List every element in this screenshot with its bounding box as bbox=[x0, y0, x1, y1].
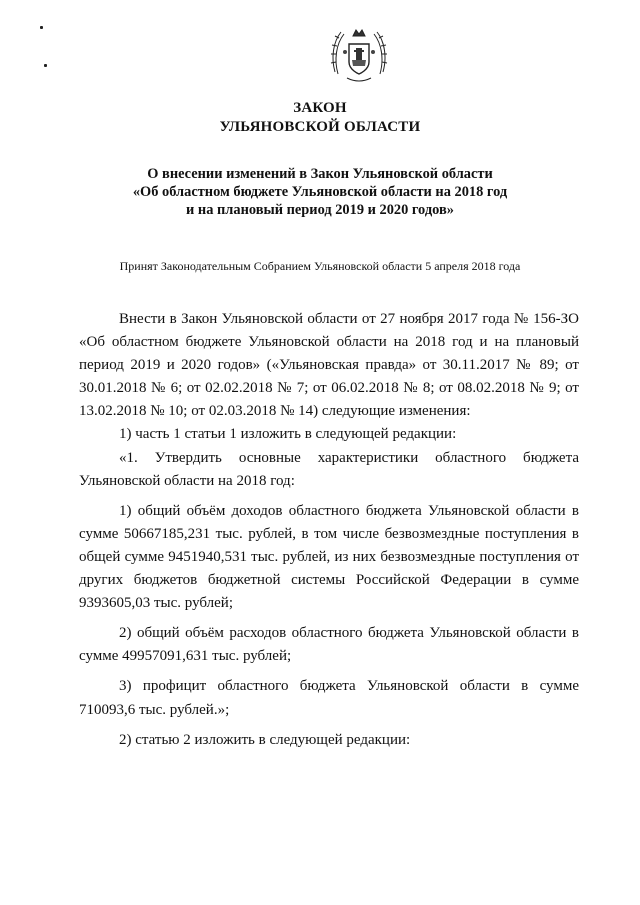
paragraph-item-2: 2) статью 2 изложить в следующей редакции: bbox=[119, 731, 411, 748]
law-subtitle-line-1: О внесении изменений в Закон Ульяновской области bbox=[147, 166, 493, 182]
paragraph-revenue: 1) общий объём доходов областного бюджета Ульяновской области в сумме 50667185,231 тыс. рублей, в том числе безвозмездные поступления в общей сумме 9451940,531 тыс. рублей, из них безвозмездные поступления от других бюджетов бюджетной системы Российской Федерации в сумме 9393605,03 тыс. рублей; bbox=[79, 502, 579, 612]
scan-mark bbox=[44, 64, 47, 67]
paragraph-article-1-part-1: «1. Утвердить основные характеристики областного бюджета Ульяновской области на 2018 год: bbox=[79, 449, 579, 489]
paragraph-surplus: 3) профицит областного бюджета Ульяновской области в сумме 710093,6 тыс. рублей.»; bbox=[79, 678, 579, 718]
law-title-line-2: УЛЬЯНОВСКОЙ ОБЛАСТИ bbox=[219, 119, 421, 135]
scan-mark bbox=[40, 26, 43, 29]
paragraph-expenditure: 2) общий объём расходов областного бюджета Ульяновской области в сумме 49957091,631 тыс. рублей; bbox=[79, 625, 579, 665]
paragraph-item-1: 1) часть 1 статьи 1 изложить в следующей редакции: bbox=[119, 426, 457, 443]
law-subtitle-line-2: «Об областном бюджете Ульяновской области на 2018 год bbox=[132, 184, 508, 200]
coat-of-arms-icon bbox=[329, 22, 389, 84]
law-body bbox=[79, 308, 579, 752]
paragraph-amendment-intro: Внести в Закон Ульяновской области от 27 ноября 2017 года № 156-ЗО «Об областном бюджете Ульяновской области на 2018 год и на плановый период 2019 и 2020 годов» («Ульяновская правда» от 30.11.2017 № 89; от 30.01.2018 № 6; от 02.02.2018 № 7; от 06.02.2018 № 8; от 08.02.2018 № 9; от 13.02.2018 № 10; от 02.03.2018 № 14) следующие изменения: bbox=[79, 311, 579, 420]
law-subtitle-line-3: и на плановый период 2019 и 2020 годов» bbox=[186, 202, 454, 218]
law-title-line-1: ЗАКОН bbox=[293, 100, 347, 116]
adoption-note: Принят Законодательным Собранием Ульяновской области 5 апреля 2018 года bbox=[119, 259, 521, 273]
